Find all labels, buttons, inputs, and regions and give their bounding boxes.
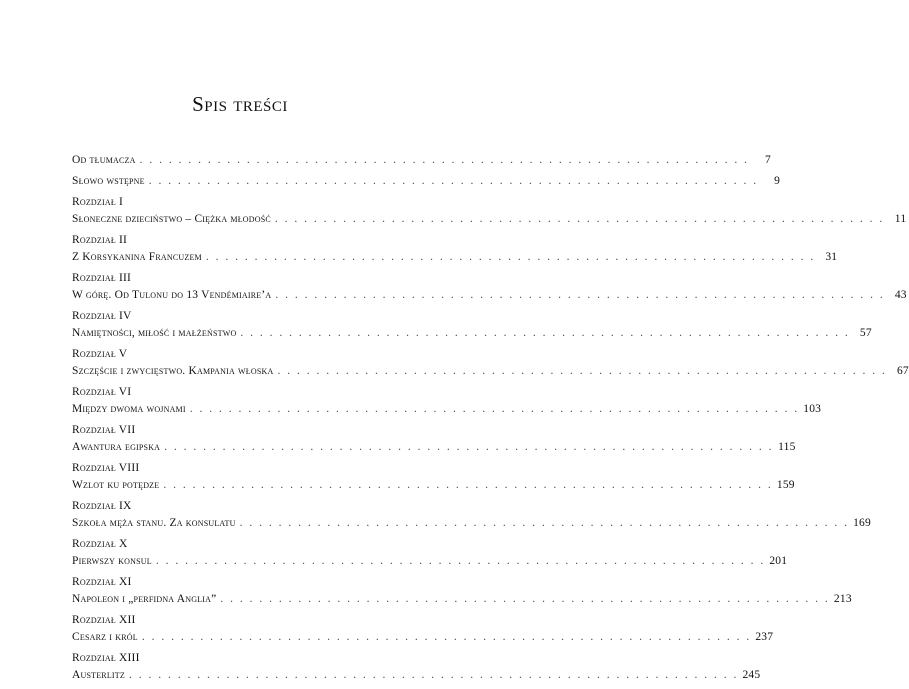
chapter-title: Awantura egipska (72, 441, 161, 453)
chapter-number: Rozdział VIII (72, 462, 140, 474)
chapter-title: Austerlitz (72, 669, 125, 681)
dot-leader: . . . . . . . . . . . . . . . . . . . . . . . . . . . . . . . . . . . . . . . . . . . . . . . . . . . . . . . . . . . . . . . (128, 669, 739, 681)
chapter-title: Wzlot ku potędze (72, 479, 160, 491)
toc-entry (72, 270, 907, 308)
dot-leader: . . . . . . . . . . . . . . . . . . . . . . . . . . . . . . . . . . . . . . . . . . . . . . . . . . . . . . . . . . . . . . . (205, 251, 816, 263)
dot-leader: . . . . . . . . . . . . . . . . . . . . . . . . . . . . . . . . . . . . . . . . . . . . . . . . . . . . . . . . . . . . . . . (274, 213, 885, 225)
toc-entry (72, 574, 852, 612)
chapter-title: Między dwoma wojnami (72, 403, 186, 415)
chapter-number: Rozdział VII (72, 424, 136, 436)
chapter-number: Rozdział I (72, 196, 124, 208)
page-number: 67 (896, 365, 909, 377)
toc-entry (72, 422, 796, 460)
toc-entry (72, 173, 781, 194)
dot-leader: . . . . . . . . . . . . . . . . . . . . . . . . . . . . . . . . . . . . . . . . . . . . . . . . . . . . . . . . . . . . . . . (277, 365, 887, 377)
toc-line (72, 439, 796, 456)
chapter-title: Szkoła męża stanu. Za konsulatu (72, 517, 236, 529)
toc-line (72, 173, 781, 190)
dot-leader: . . . . . . . . . . . . . . . . . . . . . . . . . . . . . . . . . . . . . . . . . . . . . . . . . . . . . . . . . . . . . . . (220, 593, 830, 605)
page-number: 103 (803, 403, 822, 415)
dot-leader: . . . . . . . . . . . . . . . . . . . . . . . . . . . . . . . . . . . . . . . . . . . . . . . . . . . . . . . . . . . . . . . (275, 289, 885, 301)
chapter-title: Słoneczne dzieciństwo – Ciężka młodość (72, 213, 271, 225)
chapter-title: Cesarz i król (72, 631, 138, 643)
toc-entry (72, 460, 795, 498)
chapter-number: Rozdział IV (72, 310, 132, 322)
page-number: 213 (833, 593, 852, 605)
toc-line (72, 152, 771, 169)
page-number: 159 (776, 479, 795, 491)
chapter-title: Od tłumacza (72, 154, 136, 166)
toc-entry (72, 498, 871, 536)
toc-line (72, 211, 907, 228)
toc-entry (72, 612, 774, 650)
toc-entry (72, 152, 771, 173)
toc-line (72, 401, 822, 418)
toc-line (72, 591, 852, 608)
chapter-number: Rozdział VI (72, 386, 132, 398)
page-title: Spis treści (192, 92, 288, 116)
chapter-number: Rozdział X (72, 538, 128, 550)
chapter-number: Rozdział XII (72, 614, 136, 626)
toc-line (72, 325, 872, 342)
chapter-number: Rozdział II (72, 234, 128, 246)
chapter-number: Rozdział III (72, 272, 132, 284)
chapter-title: Szczęście i zwycięstwo. Kampania włoska (72, 365, 274, 377)
dot-leader: . . . . . . . . . . . . . . . . . . . . . . . . . . . . . . . . . . . . . . . . . . . . . . . . . . . . . . . . . . . . . . . (155, 555, 766, 567)
toc-line (72, 629, 774, 646)
toc-entry (72, 384, 822, 422)
page-number: 245 (742, 669, 761, 681)
toc-entry (72, 232, 838, 270)
page-number: 237 (755, 631, 774, 643)
dot-leader: . . . . . . . . . . . . . . . . . . . . . . . . . . . . . . . . . . . . . . . . . . . . . . . . . . . . . . . . . . . . . . . (139, 154, 749, 166)
chapter-title: Napoleon i „perfidna Anglia” (72, 593, 217, 605)
toc-entry (72, 650, 761, 688)
toc-line (72, 553, 788, 570)
toc-entry (72, 194, 907, 232)
chapter-number: Rozdział IX (72, 500, 132, 512)
page-number: 57 (859, 327, 872, 339)
chapter-title: Pierwszy konsul (72, 555, 152, 567)
toc-line (72, 363, 909, 380)
page-number: 115 (778, 441, 796, 453)
chapter-title: W górę. Od Tulonu do 13 Vendémiaire’a (72, 289, 272, 301)
toc-entry (72, 346, 909, 384)
chapter-title: Namiętności, miłość i małżeństwo (72, 327, 237, 339)
page-number: 9 (774, 175, 781, 187)
toc-line (72, 515, 871, 532)
chapter-number: Rozdział XIII (72, 652, 140, 664)
page-number: 201 (769, 555, 788, 567)
page-number: 11 (894, 213, 907, 225)
dot-leader: . . . . . . . . . . . . . . . . . . . . . . . . . . . . . . . . . . . . . . . . . . . . . . . . . . . . . . . . . . . . . . . (239, 517, 849, 529)
page-number: 7 (765, 154, 771, 166)
dot-leader: . . . . . . . . . . . . . . . . . . . . . . . . . . . . . . . . . . . . . . . . . . . . . . . . . . . . . . . . . . . . . . . (189, 403, 800, 415)
chapter-number: Rozdział XI (72, 576, 132, 588)
chapter-title: Słowo wstępne (72, 175, 145, 187)
page-number: 169 (853, 517, 871, 529)
chapter-title: Z Korsykanina Francuzem (72, 251, 202, 263)
toc-line (72, 287, 907, 304)
page-number: 43 (894, 289, 907, 301)
page-number: 31 (825, 251, 838, 263)
dot-leader: . . . . . . . . . . . . . . . . . . . . . . . . . . . . . . . . . . . . . . . . . . . . . . . . . . . . . . . . . . . . . . . (148, 175, 759, 187)
toc-line (72, 249, 838, 266)
toc-entry (72, 536, 788, 574)
table-of-contents (72, 152, 909, 688)
toc-line (72, 477, 795, 494)
dot-leader: . . . . . . . . . . . . . . . . . . . . . . . . . . . . . . . . . . . . . . . . . . . . . . . . . . . . . . . . . . . . . . . (141, 631, 752, 643)
chapter-number: Rozdział V (72, 348, 128, 360)
dot-leader: . . . . . . . . . . . . . . . . . . . . . . . . . . . . . . . . . . . . . . . . . . . . . . . . . . . . . . . . . . . . . . . (164, 441, 774, 453)
toc-entry (72, 308, 872, 346)
toc-line (72, 667, 761, 684)
dot-leader: . . . . . . . . . . . . . . . . . . . . . . . . . . . . . . . . . . . . . . . . . . . . . . . . . . . . . . . . . . . . . . . (240, 327, 850, 339)
dot-leader: . . . . . . . . . . . . . . . . . . . . . . . . . . . . . . . . . . . . . . . . . . . . . . . . . . . . . . . . . . . . . . . (163, 479, 773, 491)
